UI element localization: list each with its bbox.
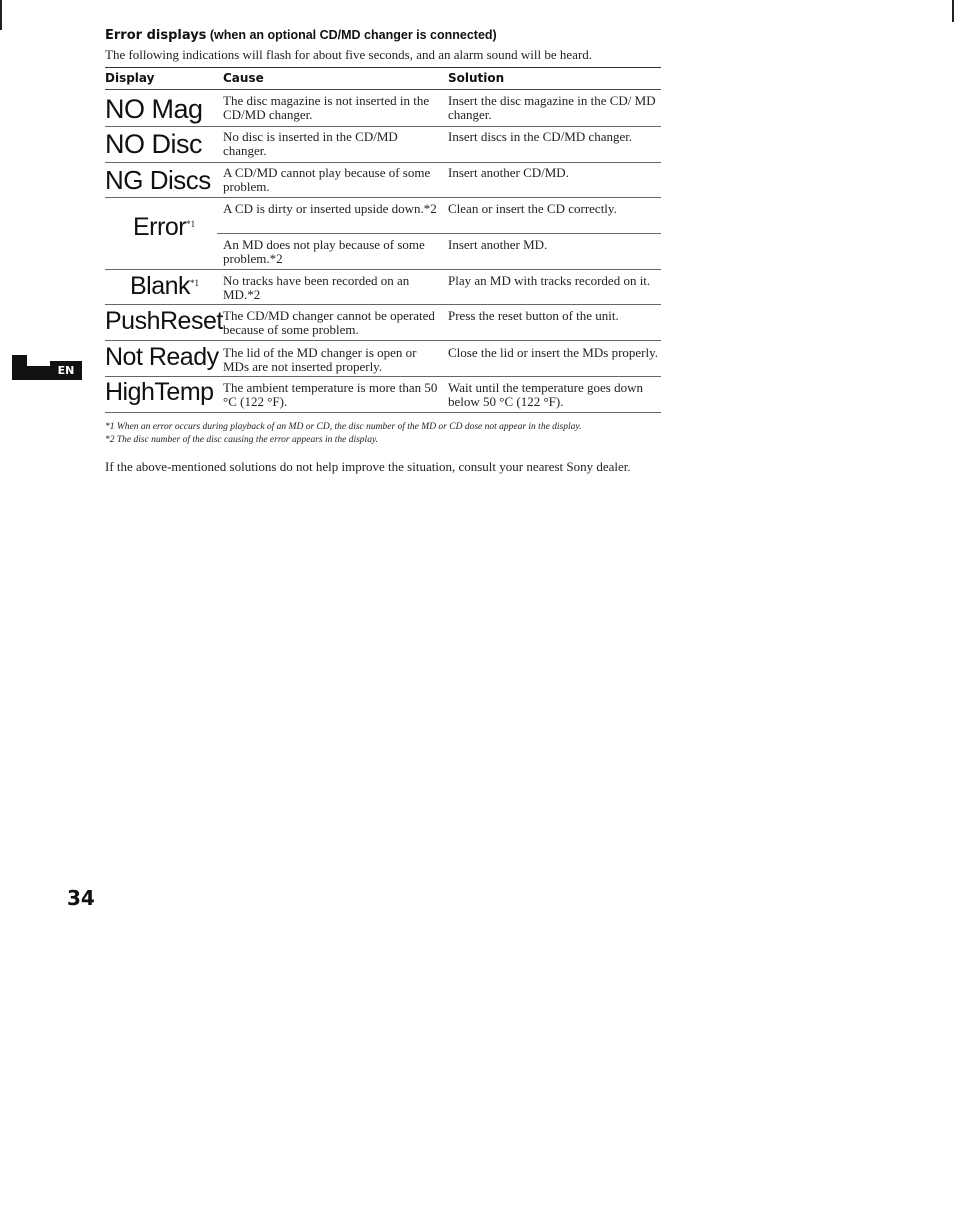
cause-text: A CD/MD cannot play because of some problem. bbox=[223, 165, 431, 194]
display-indication: NO Disc bbox=[105, 129, 202, 159]
solution-text: Close the lid or insert the MDs properly. bbox=[448, 345, 659, 360]
tab-marker-bar bbox=[20, 366, 50, 380]
header-solution: Solution bbox=[448, 71, 505, 85]
footnotes bbox=[105, 421, 665, 447]
solution-text: Insert another MD. bbox=[448, 237, 548, 252]
intro-text: The following indications will flash for about five seconds, and an alarm sound will be heard. bbox=[105, 47, 593, 62]
solution-text: Insert discs in the CD/MD changer. bbox=[448, 129, 633, 144]
solution-text: Press the reset button of the unit. bbox=[448, 308, 619, 323]
row-rule bbox=[217, 233, 661, 234]
page-edge-mark bbox=[0, 0, 2, 30]
footnote-mark: *1 bbox=[186, 219, 196, 229]
display-indication: NG Discs bbox=[105, 165, 211, 195]
row-rule bbox=[105, 340, 661, 341]
header-display: Display bbox=[105, 71, 155, 85]
heading-subtitle: (when an optional CD/MD changer is connected) bbox=[206, 28, 497, 42]
row-rule bbox=[105, 304, 661, 305]
solution-text: Insert the disc magazine in the CD/ MD changer. bbox=[448, 93, 656, 122]
cause-text: An MD does not play because of some problem.*2 bbox=[223, 237, 425, 266]
footnote-1: *1 When an error occurs during playback of an MD or CD, the disc number of the MD or CD dose not appear in the display. bbox=[105, 422, 582, 432]
advice-text: If the above-mentioned solutions do not help improve the situation, consult your nearest Sony dealer. bbox=[105, 459, 631, 474]
cause-text: The CD/MD changer cannot be operated because of some problem. bbox=[223, 308, 435, 337]
heading-title: Error displays bbox=[105, 28, 207, 43]
cause-text: The lid of the MD changer is open or MDs are not inserted properly. bbox=[223, 345, 417, 374]
row-rule bbox=[105, 197, 661, 198]
solution-text: Wait until the temperature goes down below 50 °C (122 °F). bbox=[448, 380, 643, 409]
display-indication-text: Blank bbox=[130, 272, 191, 300]
solution-text: Play an MD with tracks recorded on it. bbox=[448, 273, 651, 288]
cause-text: A CD is dirty or inserted upside down.*2 bbox=[223, 201, 437, 216]
header-rule bbox=[105, 89, 661, 90]
footnote-2: *2 The disc number of the disc causing the error appears in the display. bbox=[105, 435, 379, 445]
page-number: 34 bbox=[67, 886, 95, 910]
table-top-rule bbox=[105, 67, 661, 68]
row-rule bbox=[105, 162, 661, 163]
header-cause: Cause bbox=[223, 71, 264, 85]
cause-text: The disc magazine is not inserted in the CD/MD changer. bbox=[223, 93, 430, 122]
solution-text: Insert another CD/MD. bbox=[448, 165, 569, 180]
row-rule bbox=[105, 269, 661, 270]
language-tab bbox=[5, 350, 82, 380]
cause-text: No disc is inserted in the CD/MD changer. bbox=[223, 129, 398, 158]
display-indication: HighTemp bbox=[105, 378, 214, 406]
display-indication-text: Error bbox=[133, 213, 187, 241]
display-indication: NO Mag bbox=[105, 94, 203, 124]
section-heading bbox=[105, 28, 665, 43]
display-indication: Not Ready bbox=[105, 343, 219, 371]
row-rule bbox=[105, 126, 661, 127]
solution-text: Clean or insert the CD correctly. bbox=[448, 201, 617, 216]
display-indication: PushReset bbox=[105, 307, 223, 335]
table-bottom-rule bbox=[105, 412, 661, 413]
cause-text: The ambient temperature is more than 50 °C (122 °F). bbox=[223, 380, 438, 409]
language-tab-label: EN bbox=[57, 364, 75, 377]
footnote-mark: *1 bbox=[190, 278, 200, 288]
row-rule bbox=[105, 376, 661, 377]
cause-text: No tracks have been recorded on an MD.*2 bbox=[223, 273, 410, 302]
